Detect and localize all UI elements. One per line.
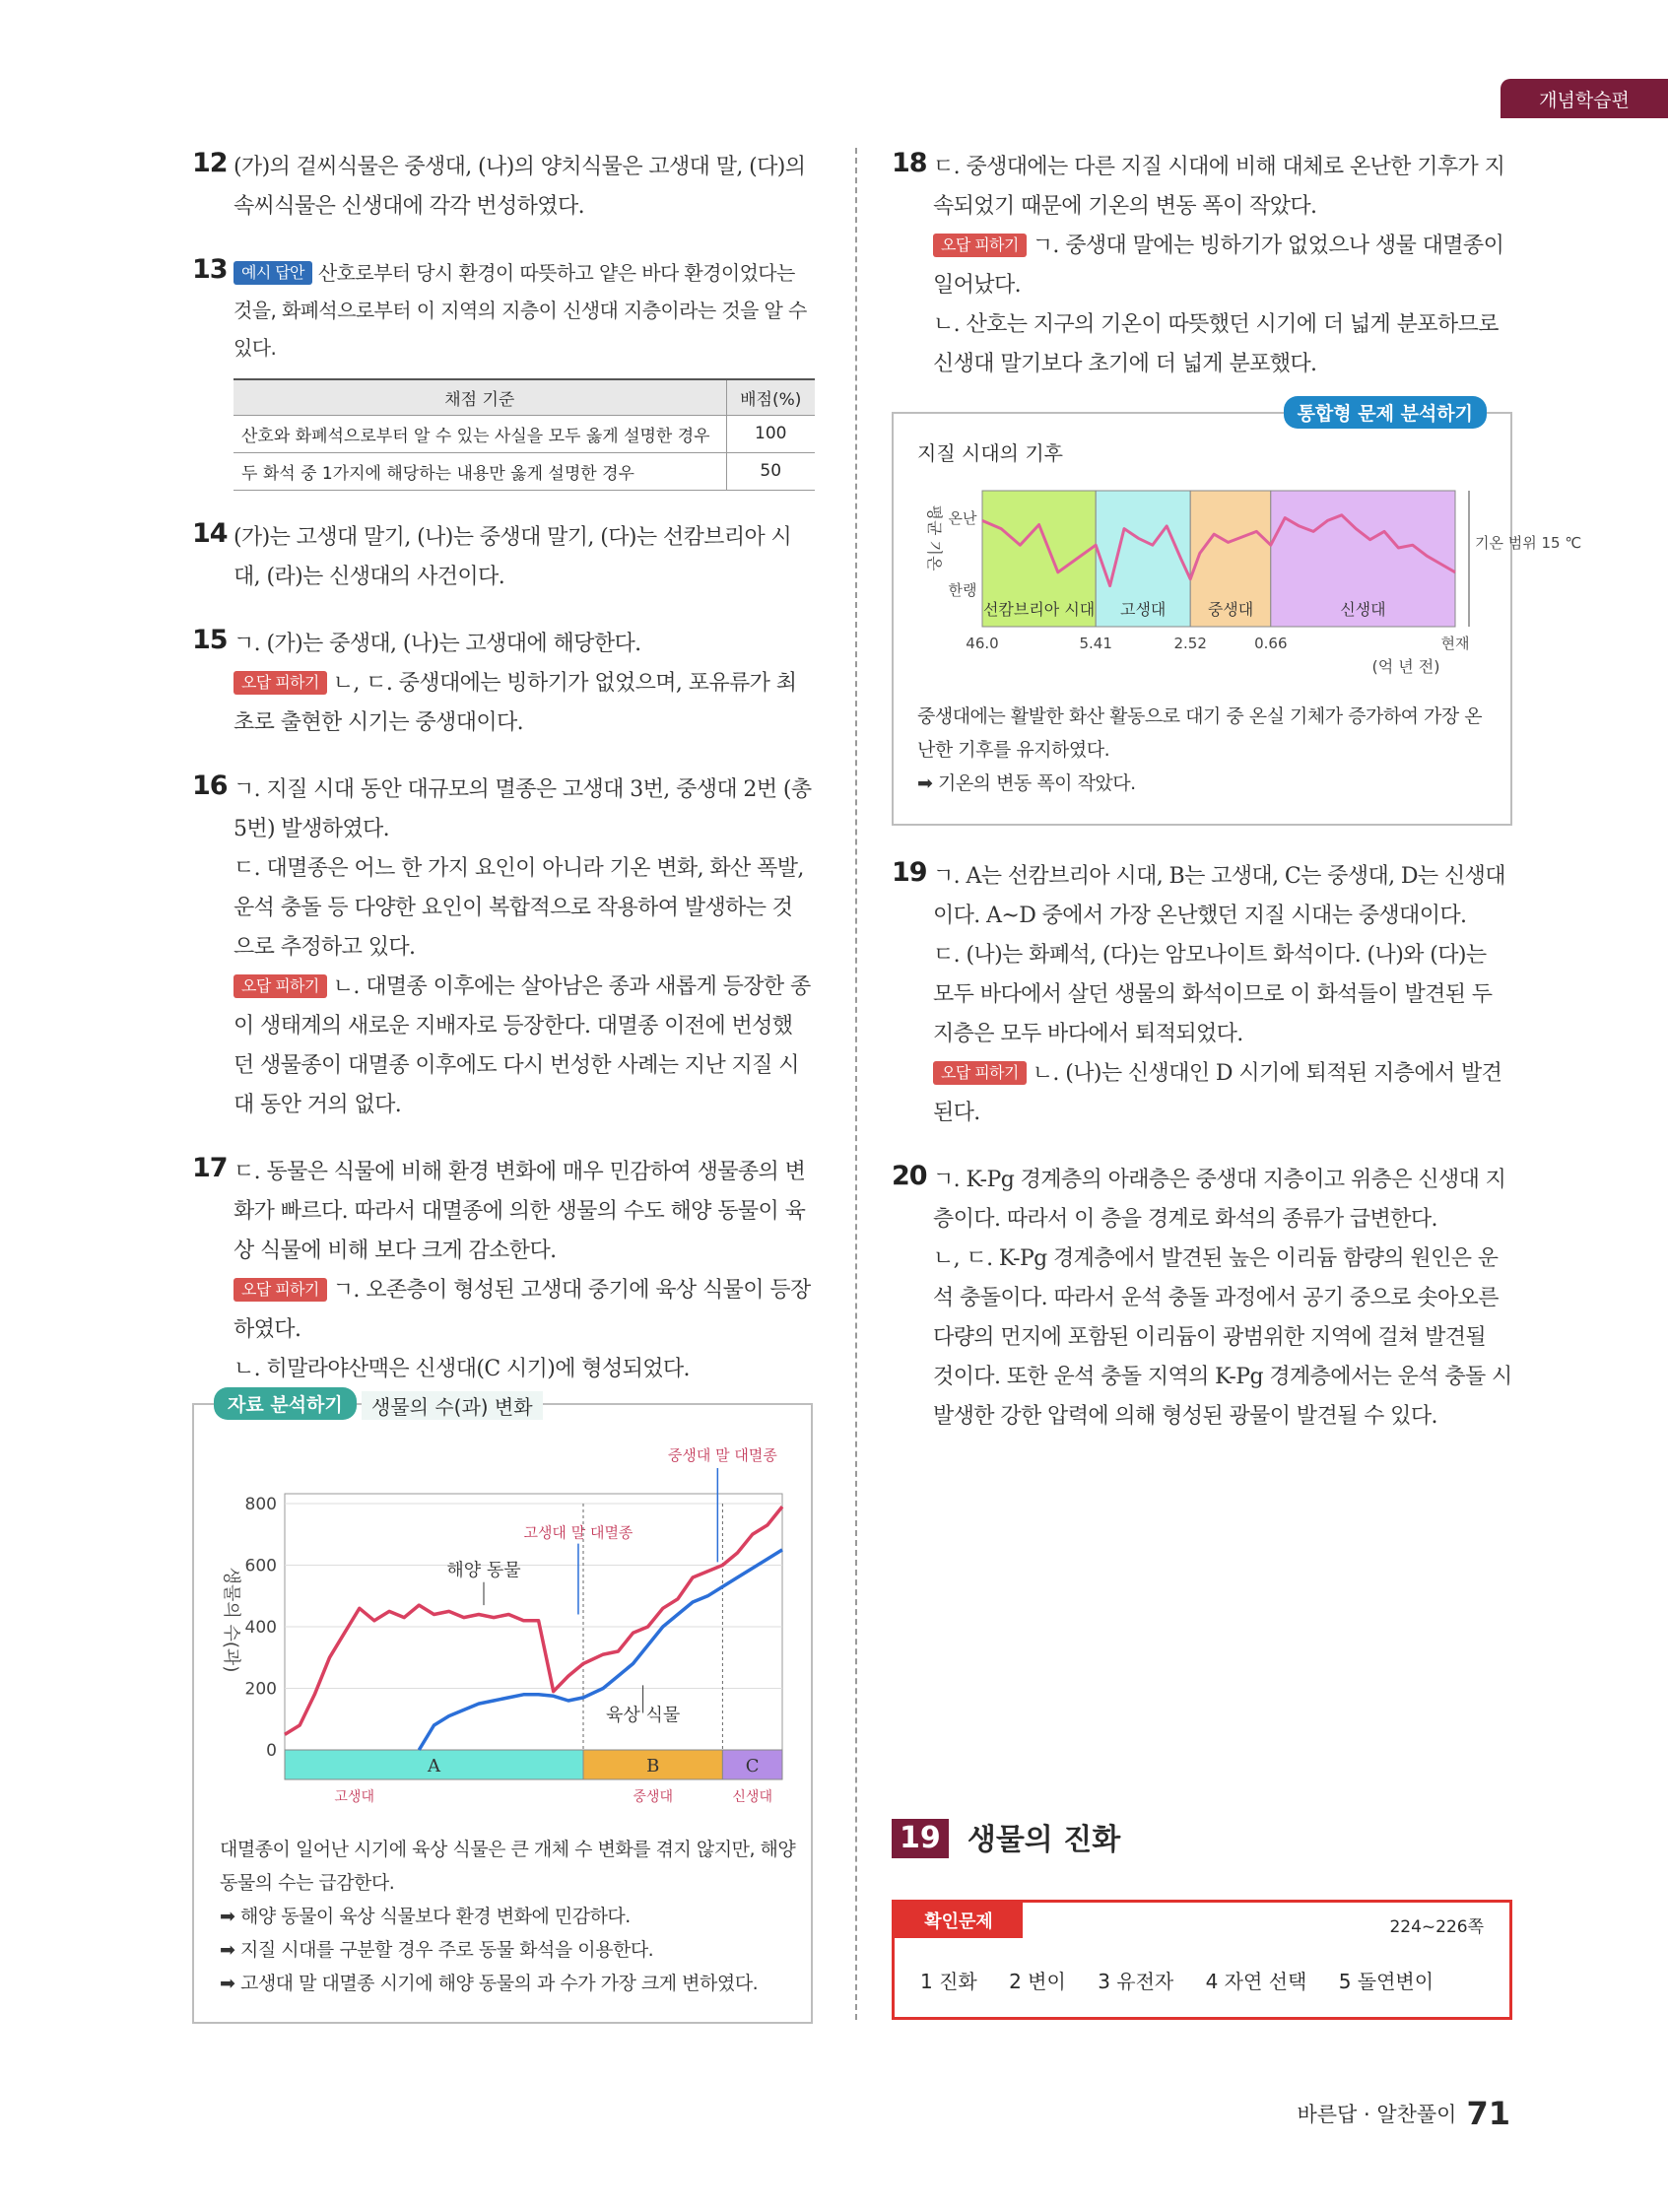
footer-text: 바른답 · 알찬풀이	[1297, 2103, 1457, 2126]
question-number: 13	[192, 254, 228, 285]
arrow-icon: ➡	[917, 772, 938, 794]
analysis-point: 고생대 말 대멸종 시기에 해양 동물의 과 수가 가장 크게 변하였다.	[239, 1972, 759, 1994]
wrong-answer-badge: 오답 피하기	[933, 234, 1027, 257]
y-tick-label: 400	[244, 1617, 277, 1638]
answer-text: ㄷ. 동물은 식물에 비해 환경 변화에 매우 민감하여 생물종의 변화가 빠르다. 따라서 대멸종에 의한 생물의 수도 해양 동물이 육상 식물에 비해 보다 크게 감소한다.	[234, 1159, 806, 1263]
y-label-warm: 온난	[948, 509, 977, 527]
period-letter: C	[745, 1755, 760, 1776]
confirm-problem-box	[892, 1900, 1512, 2020]
x-axis-label: (억 년 전)	[1371, 657, 1440, 676]
period-name: 신생대	[1340, 600, 1386, 619]
x-tick-label: 0.66	[1254, 635, 1288, 652]
wrong-answer-text: ㄱ. 중생대 말에는 빙하기가 없었으나 생물 대멸종이 일어났다.	[933, 234, 1504, 298]
y-tick-label: 800	[244, 1494, 277, 1514]
y-tick-label: 200	[244, 1679, 277, 1699]
period-letter: A	[428, 1755, 440, 1776]
box-title: 지질 시대의 기후	[917, 441, 1063, 465]
table-header: 배점(%)	[726, 379, 815, 415]
table-cell: 50	[726, 452, 815, 490]
analysis-point: 지질 시대를 구분할 경우 주로 동물 화석을 이용한다.	[239, 1938, 654, 1961]
question-number: 12	[192, 148, 228, 178]
table-row	[234, 415, 815, 452]
period-name: 신생대	[732, 1788, 772, 1805]
question-number: 20	[892, 1161, 927, 1191]
wrong-answer-text: ㄴ. 대멸종 이후에는 살아남은 종과 새롭게 등장한 종이 생태계의 새로운 지배자로 등장한다. 대멸종 이전에 번성했던 생물종이 대멸종 이후에도 다시 번성한 사례는 지난 지질 시대 동안 거의 없다.	[234, 973, 811, 1117]
answer-text: ㄱ. (가)는 중생대, (나)는 고생대에 해당한다.	[234, 631, 641, 656]
wrong-answer-text: ㄴ. (나)는 신생대인 D 시기에 퇴적된 지층에서 발견된다.	[933, 1061, 1502, 1125]
table-cell: 100	[726, 415, 815, 452]
answer-14	[192, 518, 813, 597]
confirm-item: 5 돌연변이	[1338, 1970, 1434, 1993]
table-header: 채점 기준	[234, 379, 726, 415]
y-label-cold: 한랭	[948, 581, 977, 599]
annotation-label: 고생대 말 대멸종	[523, 1522, 634, 1541]
unit-number: 19	[892, 1819, 949, 1858]
confirm-item: 1 진화	[920, 1970, 977, 1993]
question-number: 15	[192, 624, 228, 655]
confirm-item: 4 자연 선택	[1205, 1970, 1307, 1993]
answer-20	[892, 1161, 1512, 1437]
confirm-pages: 224~226쪽	[1389, 1917, 1484, 1937]
annotation-label: 중생대 말 대멸종	[667, 1445, 777, 1464]
arrow-icon: ➡	[220, 1905, 240, 1927]
example-answer-badge: 예시 답안	[234, 261, 312, 285]
x-tick-label: 46.0	[966, 635, 999, 652]
range-label: 기온 범위 15 ℃	[1475, 534, 1582, 552]
table-row	[234, 452, 815, 490]
section-tab: 개념학습편	[1501, 79, 1668, 118]
answer-text: ㄷ. (나)는 화폐석, (다)는 암모나이트 화석이다. (나)와 (다)는 모두 바다에서 살던 생물의 화석이므로 이 화석들이 발견된 두 지층은 모두 바다에서 퇴적되었다.	[933, 943, 1493, 1046]
answer-text: ㄴ. 히말라야산맥은 신생대(C 시기)에 형성되었다.	[234, 1356, 690, 1381]
answer-text: ㄱ. K-Pg 경계층의 아래층은 중생대 지층이고 위층은 신생대 지층이다. 따라서 이 층을 경계로 화석의 종류가 급변한다.	[933, 1168, 1506, 1232]
wrong-answer-badge: 오답 피하기	[234, 1278, 327, 1302]
page-number: 71	[1466, 2095, 1510, 2132]
unit-title: 생물의 진화	[967, 1823, 1121, 1857]
unit-heading	[892, 1815, 1512, 1858]
confirm-item: 3 유전자	[1098, 1970, 1174, 1993]
species-count-chart	[206, 1442, 797, 1817]
table-cell: 산호와 화폐석으로부터 알 수 있는 사실을 모두 옳게 설명한 경우	[234, 415, 726, 452]
answer-text: ㄴ. 산호는 지구의 기온이 따뜻했던 시기에 더 넓게 분포하므로 신생대 말기보다 초기에 더 넓게 분포했다.	[933, 312, 1499, 376]
answer-15	[192, 625, 813, 743]
answer-16	[192, 771, 813, 1125]
analysis-caption: 대멸종이 일어난 시기에 육상 식물은 큰 개체 수 변화를 겪지 않지만, 해양 동물의 수는 급감한다.	[220, 1838, 796, 1894]
answer-text: (가)의 겉씨식물은 중생대, (나)의 양치식물은 고생대 말, (다)의 속씨식물은 신생대에 각각 번성하였다.	[234, 155, 806, 219]
arrow-icon: ➡	[220, 1938, 240, 1961]
confirm-item: 2 변이	[1009, 1970, 1066, 1993]
answer-text: ㄴ, ㄷ. K-Pg 경계층에서 발견된 높은 이리듐 함량의 원인은 운석 충돌이다. 따라서 운석 충돌 과정에서 공기 중으로 솟아오른 다량의 먼지에 포함된 이리듐이 광범위한 지역에 걸쳐 발견될 것이다. 또한 운석 충돌 지역의 K-Pg 경계층에서는 운석 충돌 시 발생한 강한 압력에 의해 형성된 광물이 발견될 수 있다.	[933, 1246, 1512, 1429]
series-label: 육상 식물	[605, 1704, 681, 1725]
period-name: 중생대	[1207, 600, 1254, 619]
answer-text: ㄱ. 지질 시대 동안 대규모의 멸종은 고생대 3번, 중생대 2번 (총 5번) 발생하였다.	[234, 776, 812, 841]
arrow-icon: ➡	[220, 1972, 240, 1994]
wrong-answer-text: ㄴ, ㄷ. 중생대에는 빙하기가 없었으며, 포유류가 최초로 출현한 시기는 중생대이다.	[234, 670, 797, 735]
x-tick-label: 현재	[1440, 635, 1470, 652]
analysis-tag: 통합형 문제 분석하기	[1284, 396, 1487, 429]
analysis-tag: 자료 분석하기	[214, 1387, 357, 1420]
answer-text: ㄱ. A는 선캄브리아 시대, B는 고생대, C는 중생대, D는 신생대이다. A~D 중에서 가장 온난했던 지질 시대는 중생대이다.	[933, 864, 1505, 928]
wrong-answer-text: ㄱ. 오존층이 형성된 고생대 중기에 육상 식물이 등장하였다.	[234, 1277, 811, 1342]
table-cell: 두 화석 중 1가지에 해당하는 내용만 옳게 설명한 경우	[234, 452, 726, 490]
question-number: 16	[192, 770, 228, 801]
question-number: 19	[892, 857, 927, 888]
confirm-label: 확인문제	[895, 1903, 1023, 1938]
y-axis-label: 평균 기온	[925, 504, 944, 571]
answer-12	[192, 148, 813, 227]
answer-18	[892, 148, 1512, 384]
data-analysis-box	[192, 1393, 813, 2024]
box-title: 생물의 수(과) 변화	[362, 1391, 543, 1420]
y-axis-label: 생물의 수(과)	[221, 1567, 241, 1672]
analysis-point: 기온의 변동 폭이 작았다.	[937, 772, 1136, 794]
climate-chart	[903, 479, 1582, 686]
analysis-caption: 중생대에는 활발한 화산 활동으로 대기 중 온실 기체가 증가하여 가장 온난한 기후를 유지하였다.	[917, 705, 1483, 761]
answer-17	[192, 1153, 813, 1389]
right-column	[892, 148, 1582, 1464]
y-tick-label: 600	[244, 1556, 277, 1575]
wrong-answer-badge: 오답 피하기	[933, 1061, 1027, 1085]
answer-13	[192, 254, 813, 491]
answer-text: ㄷ. 중생대에는 다른 지질 시대에 비해 대체로 온난한 기후가 지속되었기 때문에 기온의 변동 폭이 작았다.	[933, 155, 1505, 219]
period-name: 중생대	[633, 1788, 673, 1805]
x-tick-label: 2.52	[1173, 635, 1207, 652]
period-name: 고생대	[334, 1788, 374, 1805]
wrong-answer-badge: 오답 피하기	[234, 671, 327, 695]
question-number: 17	[192, 1152, 228, 1183]
scoring-table	[234, 378, 815, 491]
period-name: 선캄브리아 시대	[982, 600, 1096, 619]
y-tick-label: 0	[266, 1740, 277, 1761]
x-tick-label: 5.41	[1079, 635, 1112, 652]
column-divider	[855, 148, 857, 2020]
question-number: 14	[192, 517, 228, 549]
answer-text: 산호로부터 당시 환경이 따뜻하고 얕은 바다 환경이었다는 것을, 화폐석으로부터 이 지역의 지층이 신생대 지층이라는 것을 알 수 있다.	[234, 261, 807, 360]
question-number: 18	[892, 148, 927, 178]
period-letter: B	[646, 1755, 660, 1776]
answer-text: ㄷ. 대멸종은 어느 한 가지 요인이 아니라 기온 변화, 화산 폭발, 운석 충돌 등 다양한 요인이 복합적으로 작용하여 발생하는 것으로 추정하고 있다.	[234, 855, 804, 960]
integrated-analysis-box	[892, 403, 1582, 826]
left-column	[192, 148, 813, 2024]
period-name: 고생대	[1120, 600, 1167, 619]
page-footer	[1297, 2095, 1510, 2132]
wrong-answer-badge: 오답 피하기	[234, 974, 327, 998]
analysis-point: 해양 동물이 육상 식물보다 환경 변화에 민감하다.	[239, 1905, 631, 1927]
answer-19	[892, 857, 1512, 1133]
series-label: 해양 동물	[446, 1559, 521, 1580]
answer-text: (가)는 고생대 말기, (나)는 중생대 말기, (다)는 선캄브리아 시대, (라)는 신생대의 사건이다.	[234, 524, 792, 589]
